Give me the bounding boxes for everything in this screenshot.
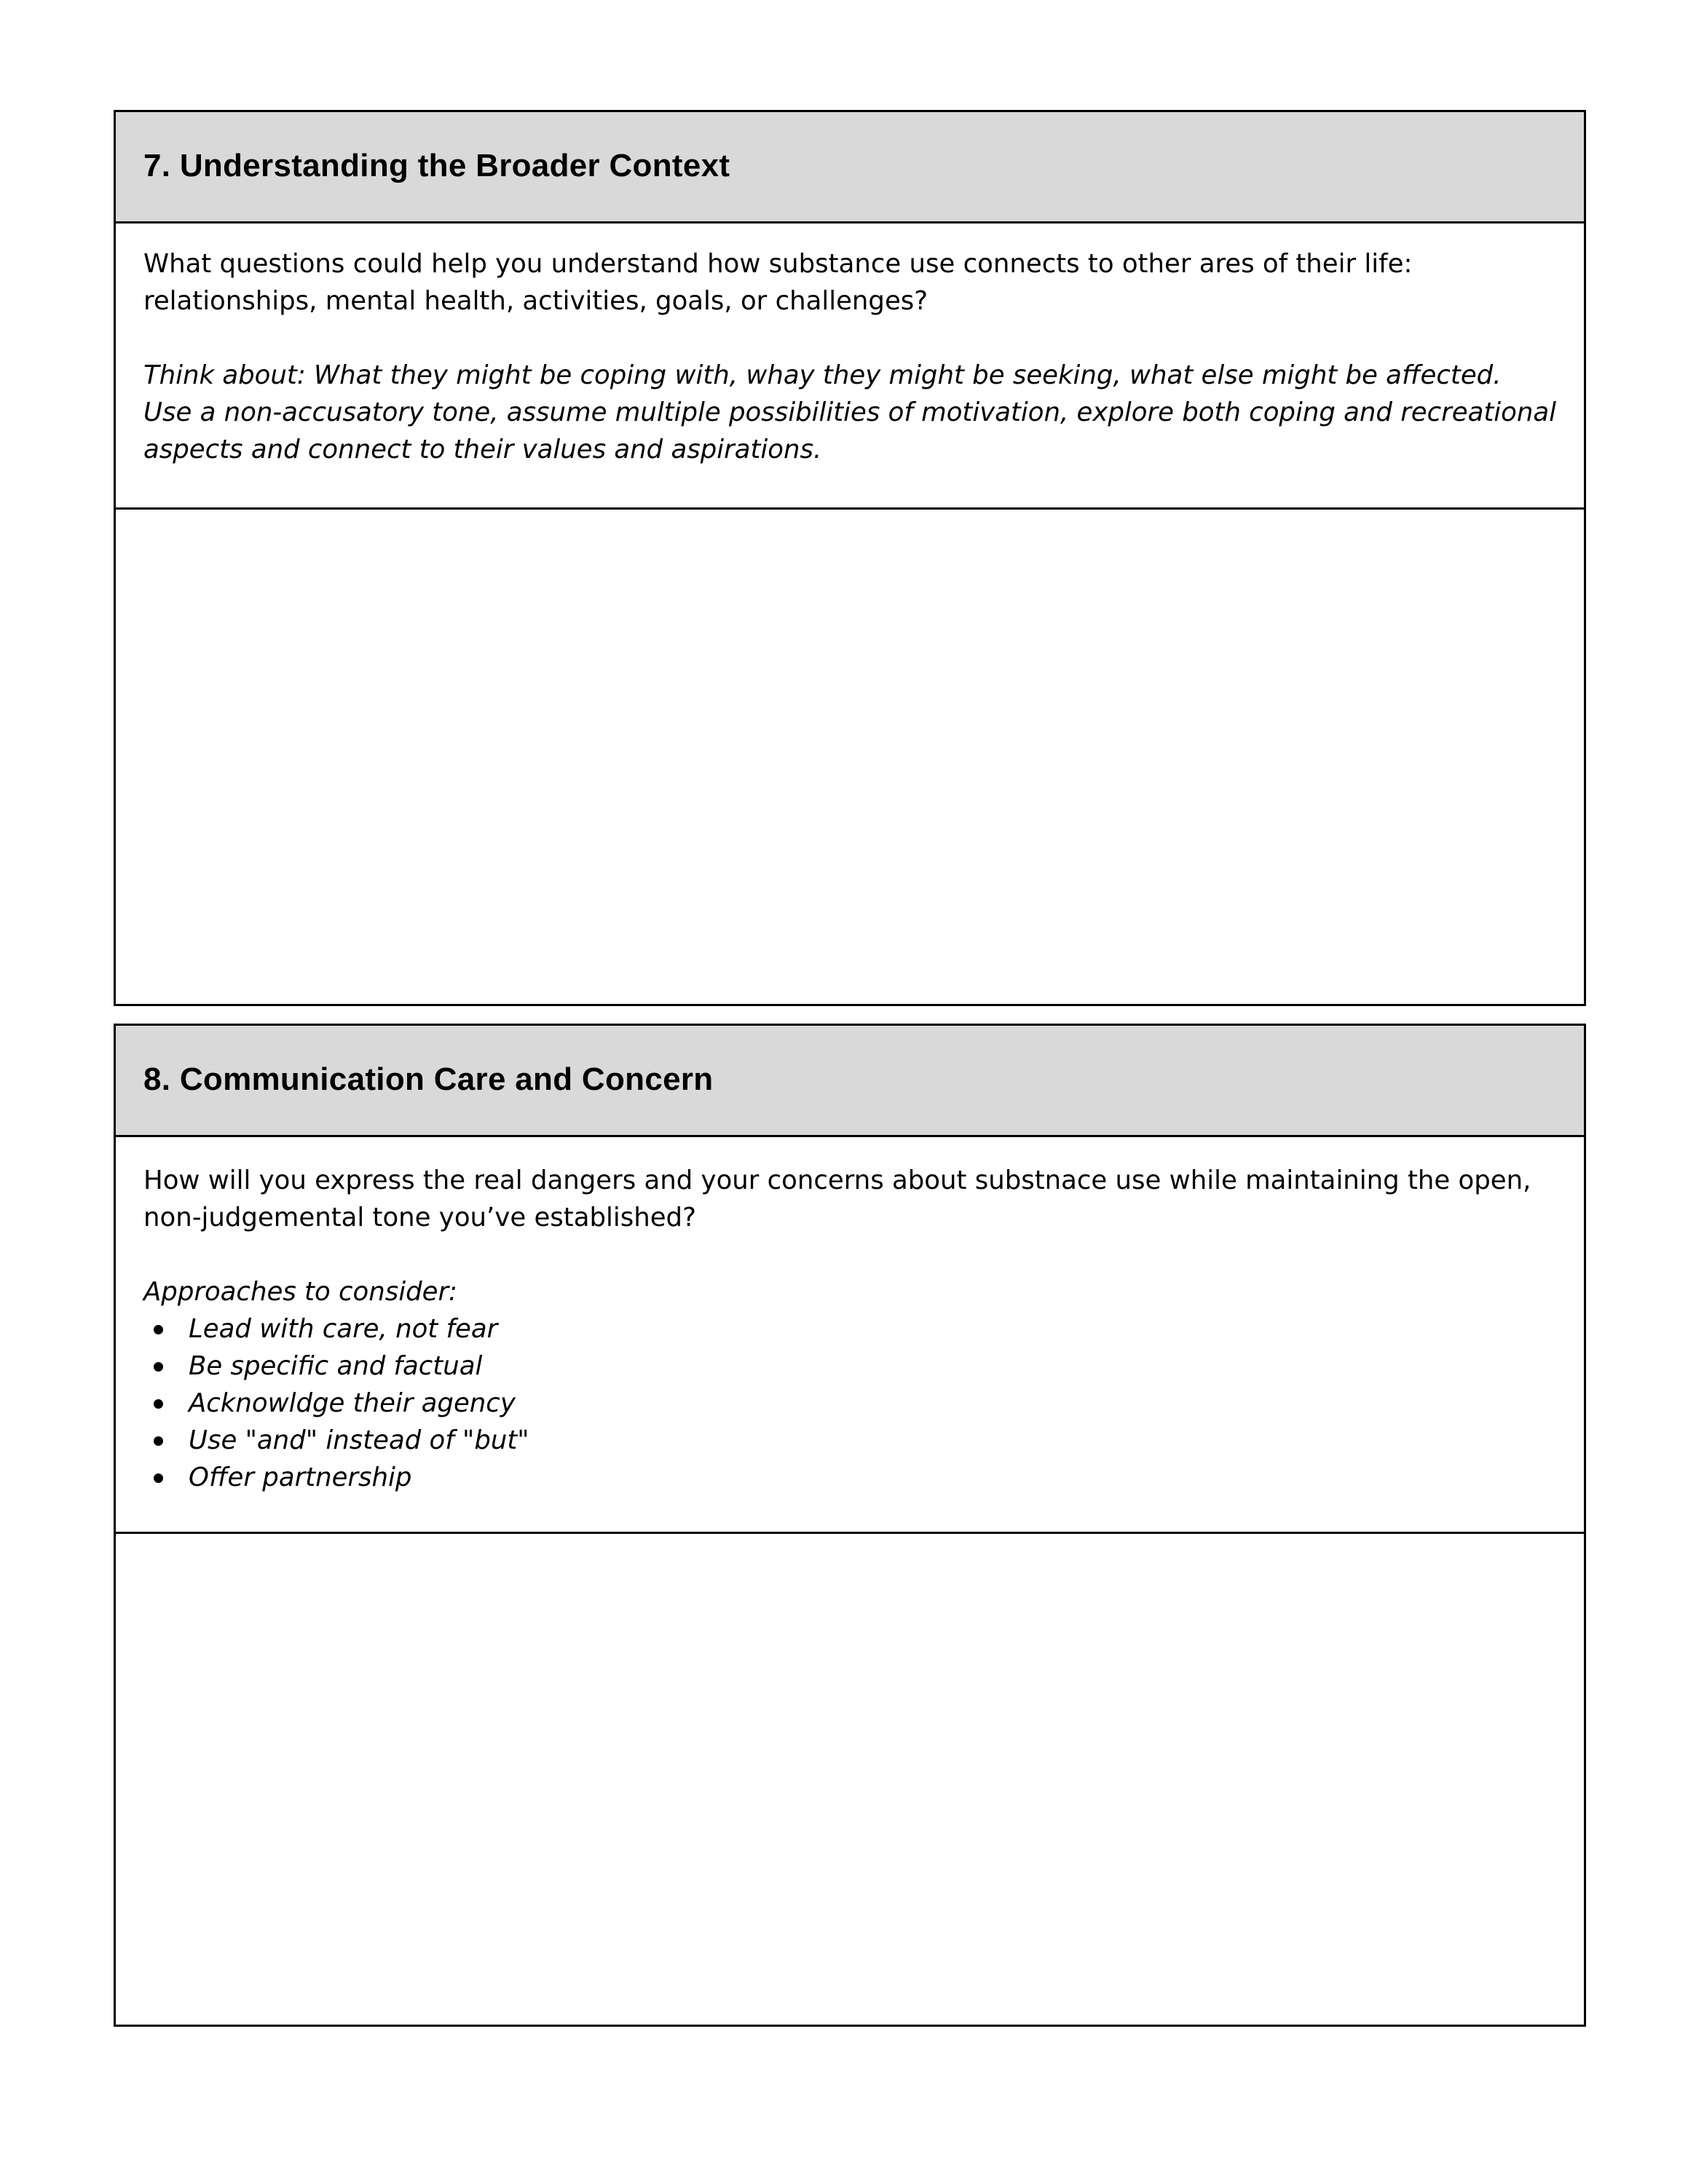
approach-text: Be specific and factual	[189, 1351, 483, 1381]
section-8-title: 8. Communication Care and Concern	[143, 1061, 714, 1097]
approach-item	[143, 1310, 1556, 1348]
section-8-answer-field[interactable]	[116, 1534, 1584, 2025]
approach-text: Acknowldge their agency	[189, 1388, 516, 1418]
section-8-prompt: How will you express the real dangers and your concerns about substnace use while maintaining the open, non-judgemental tone you’ve established?	[143, 1166, 1531, 1233]
section-7-header	[116, 112, 1584, 223]
section-8-guidance-heading: Approaches to consider:	[143, 1277, 458, 1307]
approach-text: Lead with care, not fear	[189, 1314, 498, 1344]
section-7-answer-field[interactable]	[116, 510, 1584, 1004]
section-7-box	[114, 110, 1586, 1006]
approach-item	[143, 1459, 1556, 1496]
section-8-box	[114, 1024, 1586, 2027]
bullet-icon	[154, 1399, 163, 1409]
bullet-icon	[154, 1473, 163, 1483]
section-8-header	[116, 1026, 1584, 1137]
section-7-title: 7. Understanding the Broader Context	[143, 148, 730, 183]
section-7-guidance: Think about: What they might be coping with, whay they might be seeking, what else might be affected. Use a non-accusatory tone, assume multiple possibilities of motivation, explore both coping and recreational aspects and connect to their values and aspirations.	[143, 360, 1556, 464]
approach-item	[143, 1385, 1556, 1422]
approach-text: Offer partnership	[189, 1463, 412, 1492]
approaches-list	[143, 1310, 1556, 1496]
bullet-icon	[154, 1325, 163, 1334]
approach-text: Use "and" instead of "but"	[189, 1425, 529, 1455]
approach-item	[143, 1348, 1556, 1385]
approach-item	[143, 1422, 1556, 1459]
section-7-prompt: What questions could help you understand how substance use connects to other ares of their life: relationships, mental health, activities, goals, or challenges?	[143, 249, 1413, 316]
section-8-description	[116, 1137, 1584, 1534]
section-7-description	[116, 223, 1584, 510]
bullet-icon	[154, 1436, 163, 1446]
bullet-icon	[154, 1362, 163, 1372]
